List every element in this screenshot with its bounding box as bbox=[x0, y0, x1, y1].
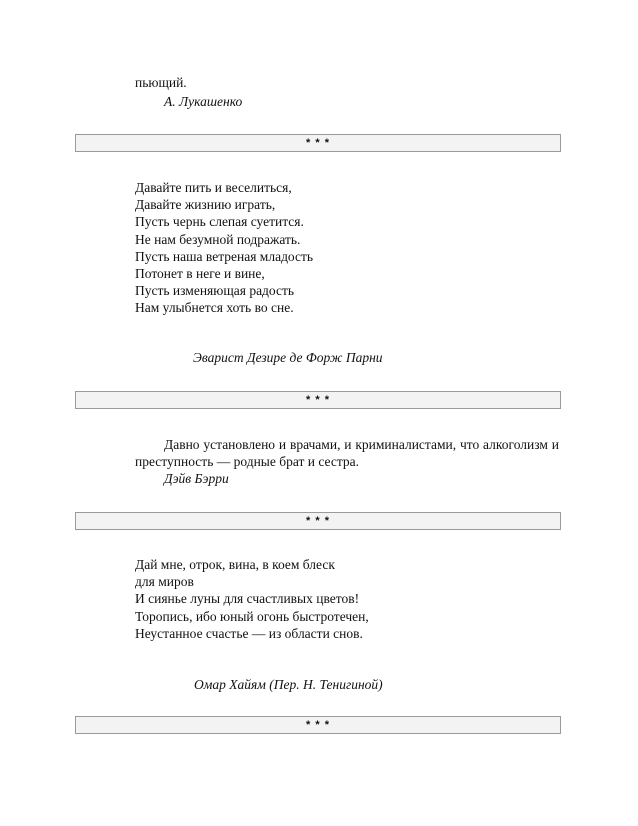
quote-author: Дэйв Бэрри bbox=[164, 471, 229, 486]
quote-text: Давно установлено и врачами, и криминалистами, что алкоголизм и преступность — родные брат и сестра. bbox=[135, 437, 559, 469]
poem-line: Не нам безумной подражать. bbox=[135, 231, 301, 247]
poem-line: Неустанное счастье — из области снов. bbox=[135, 625, 363, 641]
poem-block bbox=[135, 179, 313, 317]
section-separator: * * * bbox=[75, 134, 561, 152]
continued-text: пьющий. bbox=[135, 75, 187, 90]
poem-line: Давайте пить и веселиться, bbox=[135, 180, 292, 195]
poem-line: Пусть изменяющая радость bbox=[135, 283, 295, 299]
poem-author: Омар Хайям (Пер. Н. Тенигиной) bbox=[194, 677, 383, 692]
section-separator: * * * bbox=[75, 716, 561, 734]
poem-line: Торопись, ибо юный огонь быстротечен, bbox=[135, 608, 369, 624]
poem-line: Пусть чернь слепая суетится. bbox=[135, 214, 304, 230]
poem-line: Нам улыбнется хоть во сне. bbox=[135, 300, 294, 316]
poem-line: И сиянье луны для счастливых цветов! bbox=[135, 591, 360, 607]
poem-line: Давайте жизнию играть, bbox=[135, 197, 276, 213]
poem-block bbox=[135, 556, 369, 642]
quote-author: А. Лукашенко bbox=[164, 94, 243, 109]
poem-author: Эварист Дезире де Форж Парни bbox=[193, 350, 383, 365]
poem-line: Потонет в неге и вине, bbox=[135, 266, 265, 282]
section-separator: * * * bbox=[75, 391, 561, 409]
poem-line: Дай мне, отрок, вина, в коем блеск bbox=[135, 557, 335, 572]
poem-line: для миров bbox=[135, 574, 194, 590]
section-separator: * * * bbox=[75, 512, 561, 530]
prose-quote bbox=[135, 436, 559, 470]
poem-line: Пусть наша ветреная младость bbox=[135, 248, 314, 264]
